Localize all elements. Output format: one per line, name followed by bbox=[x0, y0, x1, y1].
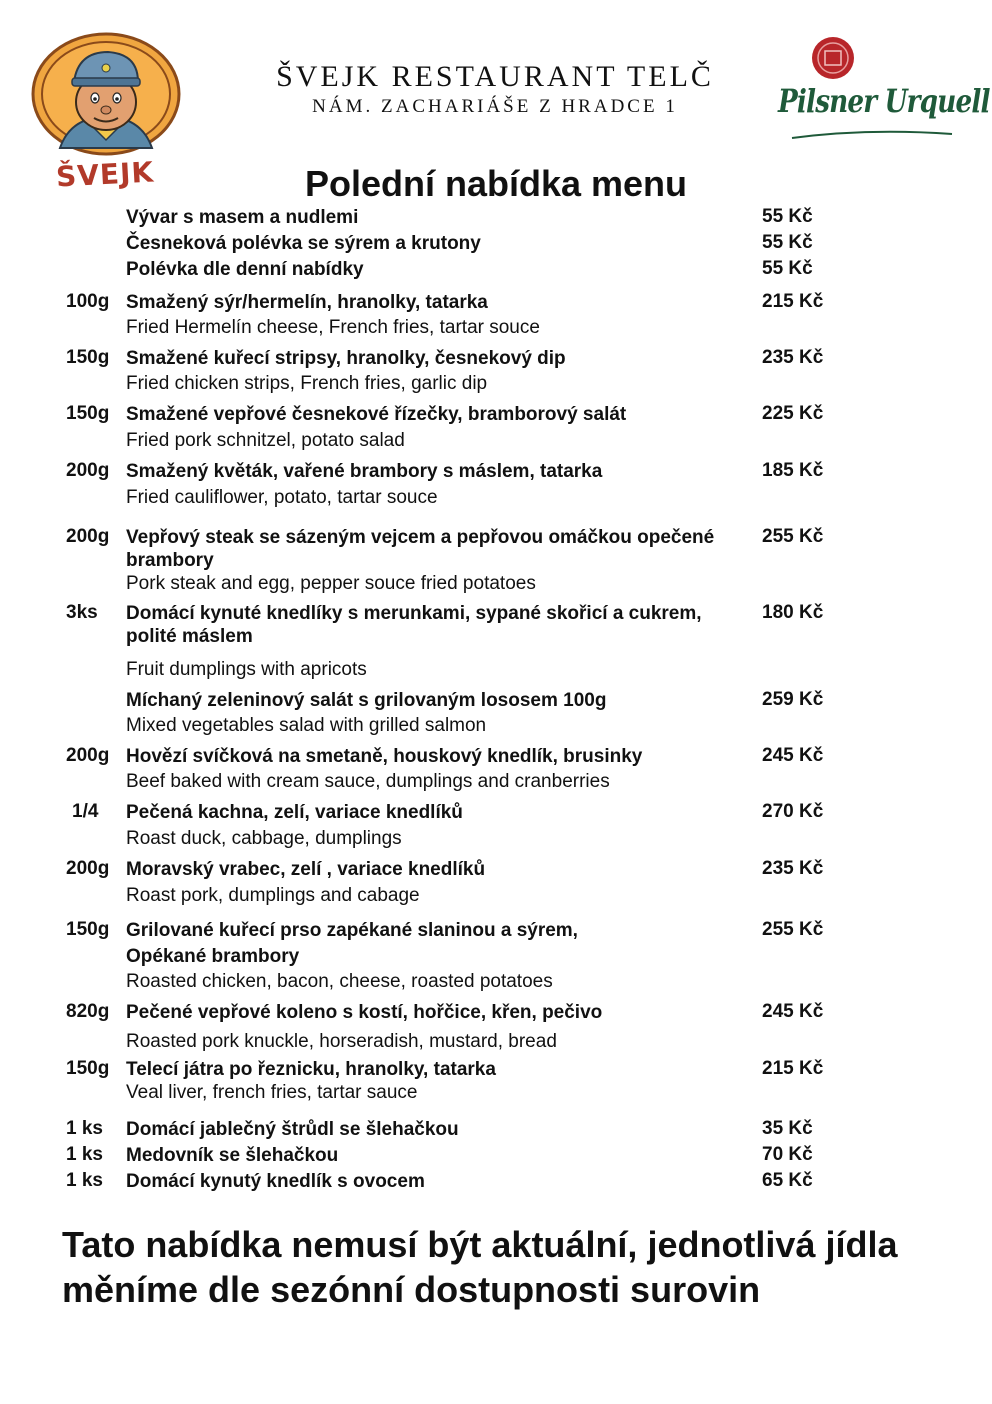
menu-item-name-cz: Domácí kynutý knedlík s ovocem bbox=[126, 1171, 425, 1192]
svejk-portrait-icon bbox=[30, 30, 182, 160]
menu-item-price: 235 Kč bbox=[762, 347, 824, 368]
menu-item-quantity: 200g bbox=[66, 745, 110, 766]
menu-item-name-cz: Domácí kynuté knedlíky s merunkami, sypané skořicí a cukrem, polité máslem bbox=[126, 603, 702, 647]
menu-item-price: 235 Kč bbox=[762, 858, 824, 879]
menu-item-quantity: 150g bbox=[66, 403, 110, 424]
menu-item-name-cz: Medovník se šlehačkou bbox=[126, 1145, 339, 1166]
menu-item-price: 270 Kč bbox=[762, 801, 824, 822]
menu-item-price: 255 Kč bbox=[762, 526, 824, 547]
menu-item-name-cz: Polévka dle denní nabídky bbox=[126, 259, 364, 280]
menu-item-name-cz: Grilované kuřecí prso zapékané slaninou a sýrem, bbox=[126, 920, 578, 941]
menu-item-name-cz: Vývar s masem a nudlemi bbox=[126, 207, 359, 228]
menu-item-quantity: 200g bbox=[66, 858, 110, 879]
menu-item-quantity: 100g bbox=[66, 291, 110, 312]
menu-item-name-en: Veal liver, french fries, tartar sauce bbox=[126, 1082, 418, 1103]
menu-item-price: 65 Kč bbox=[762, 1170, 813, 1191]
menu-item-name-cz: Pečené vepřové koleno s kostí, hořčice, křen, pečivo bbox=[126, 1002, 603, 1023]
menu-item-name-en: Mixed vegetables salad with grilled salmon bbox=[126, 715, 487, 736]
menu-item-price: 245 Kč bbox=[762, 745, 824, 766]
menu-item-quantity: 200g bbox=[66, 526, 110, 547]
menu-item-name-en: Fried chicken strips, French fries, garlic dip bbox=[126, 373, 488, 394]
menu-item-quantity: 820g bbox=[66, 1001, 110, 1022]
menu-item-name-cz: Smažené vepřové česnekové řízečky, bramborový salát bbox=[126, 404, 627, 425]
menu-item-quantity: 150g bbox=[66, 919, 110, 940]
menu-item-name-cz: Smažený květák, vařené brambory s máslem, tatarka bbox=[126, 461, 603, 482]
footer-note: Tato nabídka nemusí být aktuální, jednotlivá jídla měníme dle sezónní dostupnosti surovin bbox=[62, 1224, 898, 1310]
menu-item-quantity: 200g bbox=[66, 460, 110, 481]
menu-item-price: 225 Kč bbox=[762, 403, 824, 424]
menu-item-name-cz: Česneková polévka se sýrem a krutony bbox=[126, 233, 481, 254]
menu-item-name-en: Fried cauliflower, potato, tartar souce bbox=[126, 487, 438, 508]
menu-item-name-en: Roasted pork knuckle, horseradish, mustard, bread bbox=[126, 1031, 557, 1052]
menu-item-name-en: Fruit dumplings with apricots bbox=[126, 659, 367, 680]
menu-item-name-en: Beef baked with cream sauce, dumplings and cranberries bbox=[126, 771, 610, 792]
menu-item-price: 215 Kč bbox=[762, 1058, 824, 1079]
menu-item-quantity: 1/4 bbox=[72, 801, 99, 822]
menu-item-quantity: 3ks bbox=[66, 602, 98, 623]
pilsner-urquell-wordmark: Pilsner Urquell bbox=[778, 82, 990, 120]
menu-item-quantity: 1 ks bbox=[66, 1118, 103, 1139]
menu-item-price: 215 Kč bbox=[762, 291, 824, 312]
menu-item-price: 255 Kč bbox=[762, 919, 824, 940]
menu-item-price: 55 Kč bbox=[762, 206, 813, 227]
menu-item-name-cz: Moravský vrabec, zelí , variace knedlíků bbox=[126, 859, 486, 880]
menu-item-quantity: 150g bbox=[66, 347, 110, 368]
menu-item-price: 35 Kč bbox=[762, 1118, 813, 1139]
svejk-logo-text: ŠVEJK bbox=[55, 155, 155, 194]
menu-item-name-cz-line2: Opékané brambory bbox=[126, 946, 300, 967]
menu-item-quantity: 1 ks bbox=[66, 1170, 103, 1191]
menu-item-name-cz: Smažené kuřecí stripsy, hranolky, česnekový dip bbox=[126, 348, 566, 369]
menu-item-name-en: Pork steak and egg, pepper souce fried potatoes bbox=[126, 573, 536, 594]
menu-item-price: 55 Kč bbox=[762, 258, 813, 279]
menu-item-name-cz: Smažený sýr/hermelín, hranolky, tatarka bbox=[126, 292, 488, 313]
restaurant-address: NÁM. ZACHARIÁŠE Z HRADCE 1 bbox=[312, 96, 678, 117]
menu-item-price: 55 Kč bbox=[762, 232, 813, 253]
menu-item-name-en: Roasted chicken, bacon, cheese, roasted potatoes bbox=[126, 971, 553, 992]
restaurant-name: ŠVEJK RESTAURANT TELČ bbox=[276, 60, 714, 93]
menu-item-price: 185 Kč bbox=[762, 460, 824, 481]
menu-item-name-en: Roast duck, cabbage, dumplings bbox=[126, 828, 402, 849]
menu-item-name-cz: Pečená kachna, zelí, variace knedlíků bbox=[126, 802, 463, 823]
menu-item-name-cz: Domácí jablečný štrůdl se šlehačkou bbox=[126, 1119, 459, 1140]
menu-item-name-en: Fried Hermelín cheese, French fries, tartar souce bbox=[126, 317, 540, 338]
menu-item-quantity: 150g bbox=[66, 1058, 110, 1079]
menu-item-price: 259 Kč bbox=[762, 689, 824, 710]
menu-item-price: 180 Kč bbox=[762, 602, 824, 623]
menu-item-quantity: 1 ks bbox=[66, 1144, 103, 1165]
menu-item-name-en: Fried pork schnitzel, potato salad bbox=[126, 430, 405, 451]
menu-item-price: 245 Kč bbox=[762, 1001, 824, 1022]
pilsner-urquell-logo bbox=[778, 36, 990, 146]
menu-item-name-cz: Míchaný zeleninový salát s grilovaným lososem 100g bbox=[126, 690, 607, 711]
menu-item-price: 70 Kč bbox=[762, 1144, 813, 1165]
menu-item-name-cz: Telecí játra po řeznicku, hranolky, tatarka bbox=[126, 1059, 496, 1080]
menu-item-name-cz: Hovězí svíčková na smetaně, houskový knedlík, brusinky bbox=[126, 746, 643, 767]
menu-title: Polední nabídka menu bbox=[304, 163, 688, 204]
menu-item-name-en: Roast pork, dumplings and cabage bbox=[126, 885, 420, 906]
menu-item-name-cz: Vepřový steak se sázeným vejcem a pepřovou omáčkou opečené brambory bbox=[126, 527, 715, 571]
